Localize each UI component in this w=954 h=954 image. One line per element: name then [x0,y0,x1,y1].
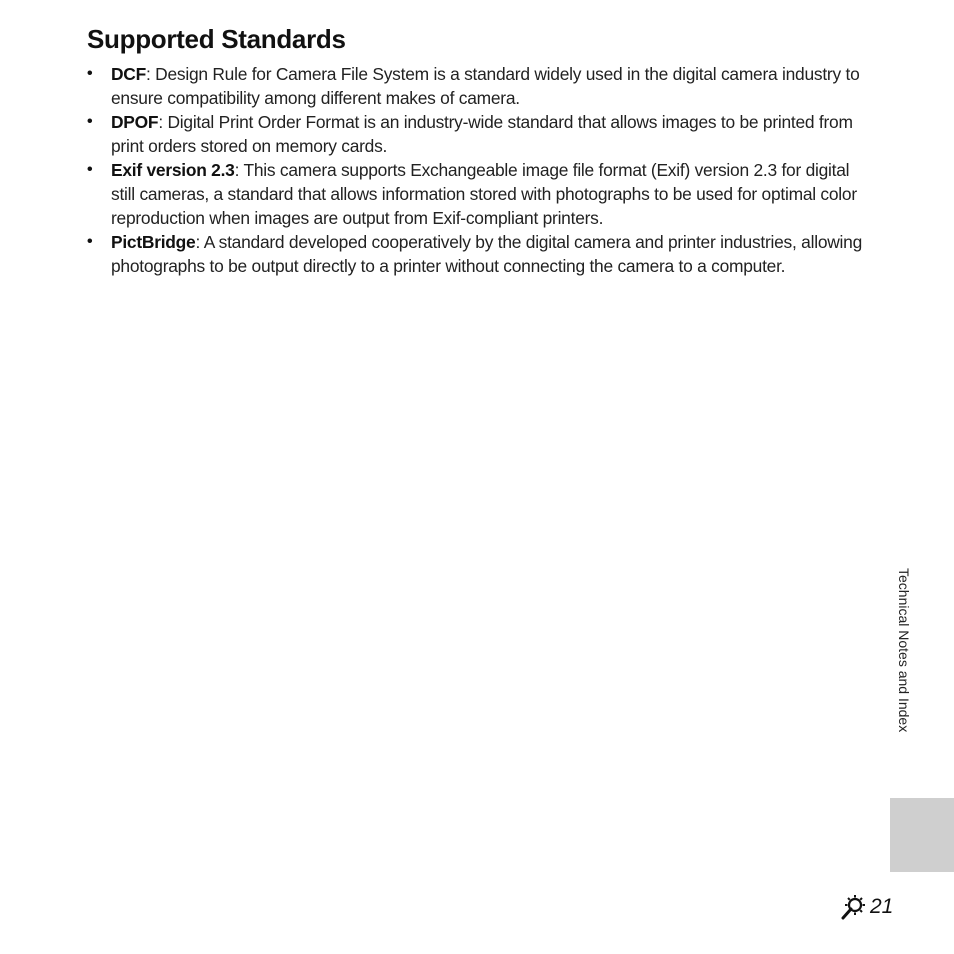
standard-term: Exif version 2.3 [111,160,235,180]
list-item-pictbridge [87,230,877,278]
standard-term: PictBridge [111,232,196,252]
tools-icon [840,893,868,921]
standard-description: : This camera supports Exchangeable image file format (Exif) version 2.3 for digital still cameras, a standard that allows information stored with photographs to be used for optimal color reproduction when images are output from Exif-compliant printers. [111,160,857,228]
page-number [840,893,893,921]
section-side-label: Technical Notes and Index [896,568,912,733]
standard-description: : A standard developed cooperatively by the digital camera and printer industries, allowing photographs to be output directly to a printer without connecting the camera to a computer. [111,232,863,276]
bullet-icon: • [87,233,93,250]
list-item-exif [87,158,877,230]
page-title: Supported Standards [87,24,346,54]
standard-description: : Digital Print Order Format is an industry-wide standard that allows images to be printed from print orders stored on memory cards. [111,112,853,156]
list-item-dpof [87,110,877,158]
bullet-icon: • [87,65,93,82]
standard-description: : Design Rule for Camera File System is a standard widely used in the digital camera industry to ensure compatibility among different makes of camera. [111,64,860,108]
page-number-text: 21 [870,895,894,918]
bullet-icon: • [87,161,93,178]
standard-term: DPOF [111,112,159,132]
bullet-icon: • [87,113,93,130]
standards-list [87,62,877,278]
section-tab [890,798,954,872]
list-item-dcf [87,62,877,110]
standard-term: DCF [111,64,146,84]
